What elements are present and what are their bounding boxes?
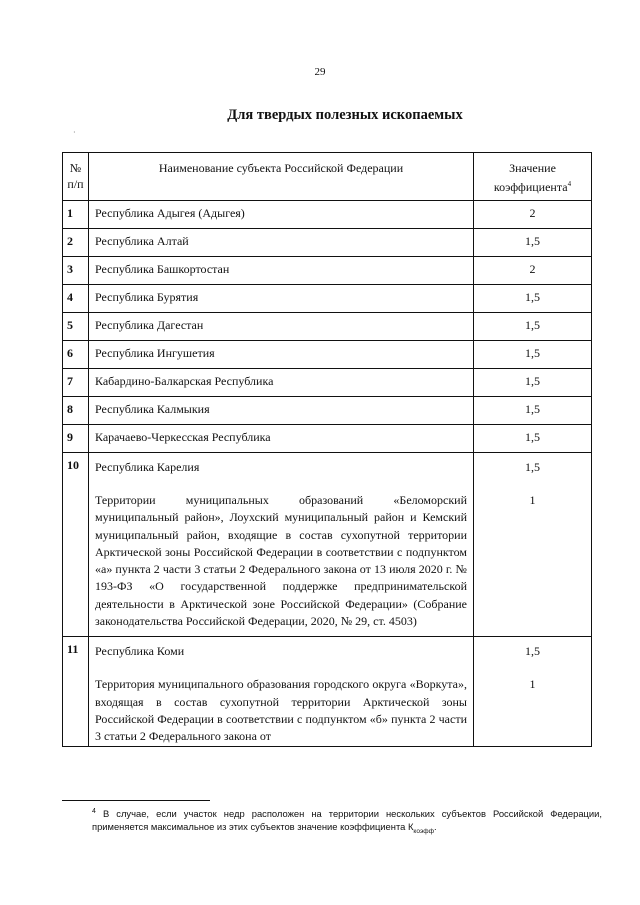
subject-name: Кабардино-Балкарская Республика <box>89 369 474 397</box>
coefficient-value: 2 <box>474 201 592 229</box>
footnote-subscript: коэфф <box>413 828 434 835</box>
territory-coefficient-value: 1 <box>529 677 536 692</box>
header-coefficient <box>474 153 592 201</box>
subject-name: Республика Башкортостан <box>89 257 474 285</box>
subject-name: Республика Адыгея (Адыгея) <box>89 201 474 229</box>
header-value-line2: коэффициента <box>493 180 568 194</box>
coefficient-value: 1,5 <box>474 397 592 425</box>
row-number: 6 <box>63 341 89 369</box>
coefficient-value: 1,5 <box>474 285 592 313</box>
coefficients-table <box>62 152 592 747</box>
table-row <box>63 313 592 341</box>
page-number: 29 <box>314 66 326 78</box>
footnote-reference[interactable]: 4 <box>567 180 572 188</box>
subject-name: Карачаево-Черкесская Республика <box>89 425 474 453</box>
section-title: Для твердых полезных ископаемых <box>227 107 463 123</box>
header-number <box>63 153 89 201</box>
coefficient-value: 1,5 <box>474 229 592 257</box>
footnote-text: В случае, если участок недр расположен на территории нескольких субъектов Российской Федерации, применяется максимальное из этих субъектов значение коэффициента К <box>92 808 602 833</box>
subject-name: Республика Карелия <box>95 460 200 474</box>
row-number: 2 <box>63 229 89 257</box>
table-row <box>63 369 592 397</box>
subject-cell <box>89 637 474 746</box>
coefficient-cell <box>474 453 592 637</box>
footnote-separator <box>62 800 210 801</box>
subject-name: Республика Ингушетия <box>89 341 474 369</box>
subject-name: Республика Бурятия <box>89 285 474 313</box>
footnote-end: . <box>433 821 437 833</box>
territory-description: Территории муниципальных образований «Беломорский муниципальный район», Лоухский муниципальный район и Кемский муниципальный район, входящие в состав сухопутной территории Арктической зоны Российской Федерации в соответствии с подпунктом «а» пункта 2 части 3 статьи 2 Федерального закона от 13 июля 2020 г. № 193-ФЗ «О государственной поддержке предпринимательской деятельности в Арктической зоне Российской Федерации» (Собрание законодательства Российской Федерации, 2020, № 29, ст. 4503) <box>95 493 467 629</box>
table-row <box>63 425 592 453</box>
table-row <box>63 453 592 637</box>
header-number-line2: п/п <box>67 177 84 191</box>
coefficient-value: 1,5 <box>474 369 592 397</box>
subject-name: Республика Калмыкия <box>89 397 474 425</box>
row-number: 1 <box>63 201 89 229</box>
row-number: 8 <box>63 397 89 425</box>
row-number: 3 <box>63 257 89 285</box>
scan-speck: · <box>73 128 76 137</box>
table-row <box>63 637 592 746</box>
header-value-line1: Значение <box>509 161 556 175</box>
footnote <box>62 805 602 838</box>
row-number: 4 <box>63 285 89 313</box>
subject-name: Республика Алтай <box>89 229 474 257</box>
table-row <box>63 257 592 285</box>
coefficient-value: 1,5 <box>525 644 540 659</box>
header-subject-name: Наименование субъекта Российской Федерации <box>89 153 474 201</box>
territory-coefficient-value: 1 <box>529 493 536 507</box>
coefficient-value: 1,5 <box>474 341 592 369</box>
row-number: 9 <box>63 425 89 453</box>
footnote-mark: 4 <box>92 808 96 815</box>
subject-name: Республика Коми <box>95 644 185 659</box>
coefficient-value: 1,5 <box>474 425 592 453</box>
territory-description: Территория муниципального образования городского округа «Воркута», входящая в состав сухопутной территории Арктической зоны Российской Федерации в соответствии с подпунктом «б» пункта 2 части 3 статьи 2 Федерального закона от <box>95 677 467 744</box>
row-number: 7 <box>63 369 89 397</box>
table-row <box>63 397 592 425</box>
row-number: 11 <box>63 637 89 746</box>
coefficient-value: 1,5 <box>474 313 592 341</box>
table-row <box>63 285 592 313</box>
row-number: 10 <box>63 453 89 637</box>
subject-cell <box>89 453 474 637</box>
row-number: 5 <box>63 313 89 341</box>
table-row <box>63 229 592 257</box>
coefficient-cell <box>474 637 592 746</box>
coefficient-value: 1,5 <box>525 460 540 474</box>
header-number-line1: № <box>69 161 82 175</box>
subject-name: Республика Дагестан <box>89 313 474 341</box>
footnote-body <box>62 805 602 838</box>
table-row <box>63 201 592 229</box>
table-row <box>63 341 592 369</box>
table-header-row <box>63 153 592 201</box>
coefficient-value: 2 <box>474 257 592 285</box>
